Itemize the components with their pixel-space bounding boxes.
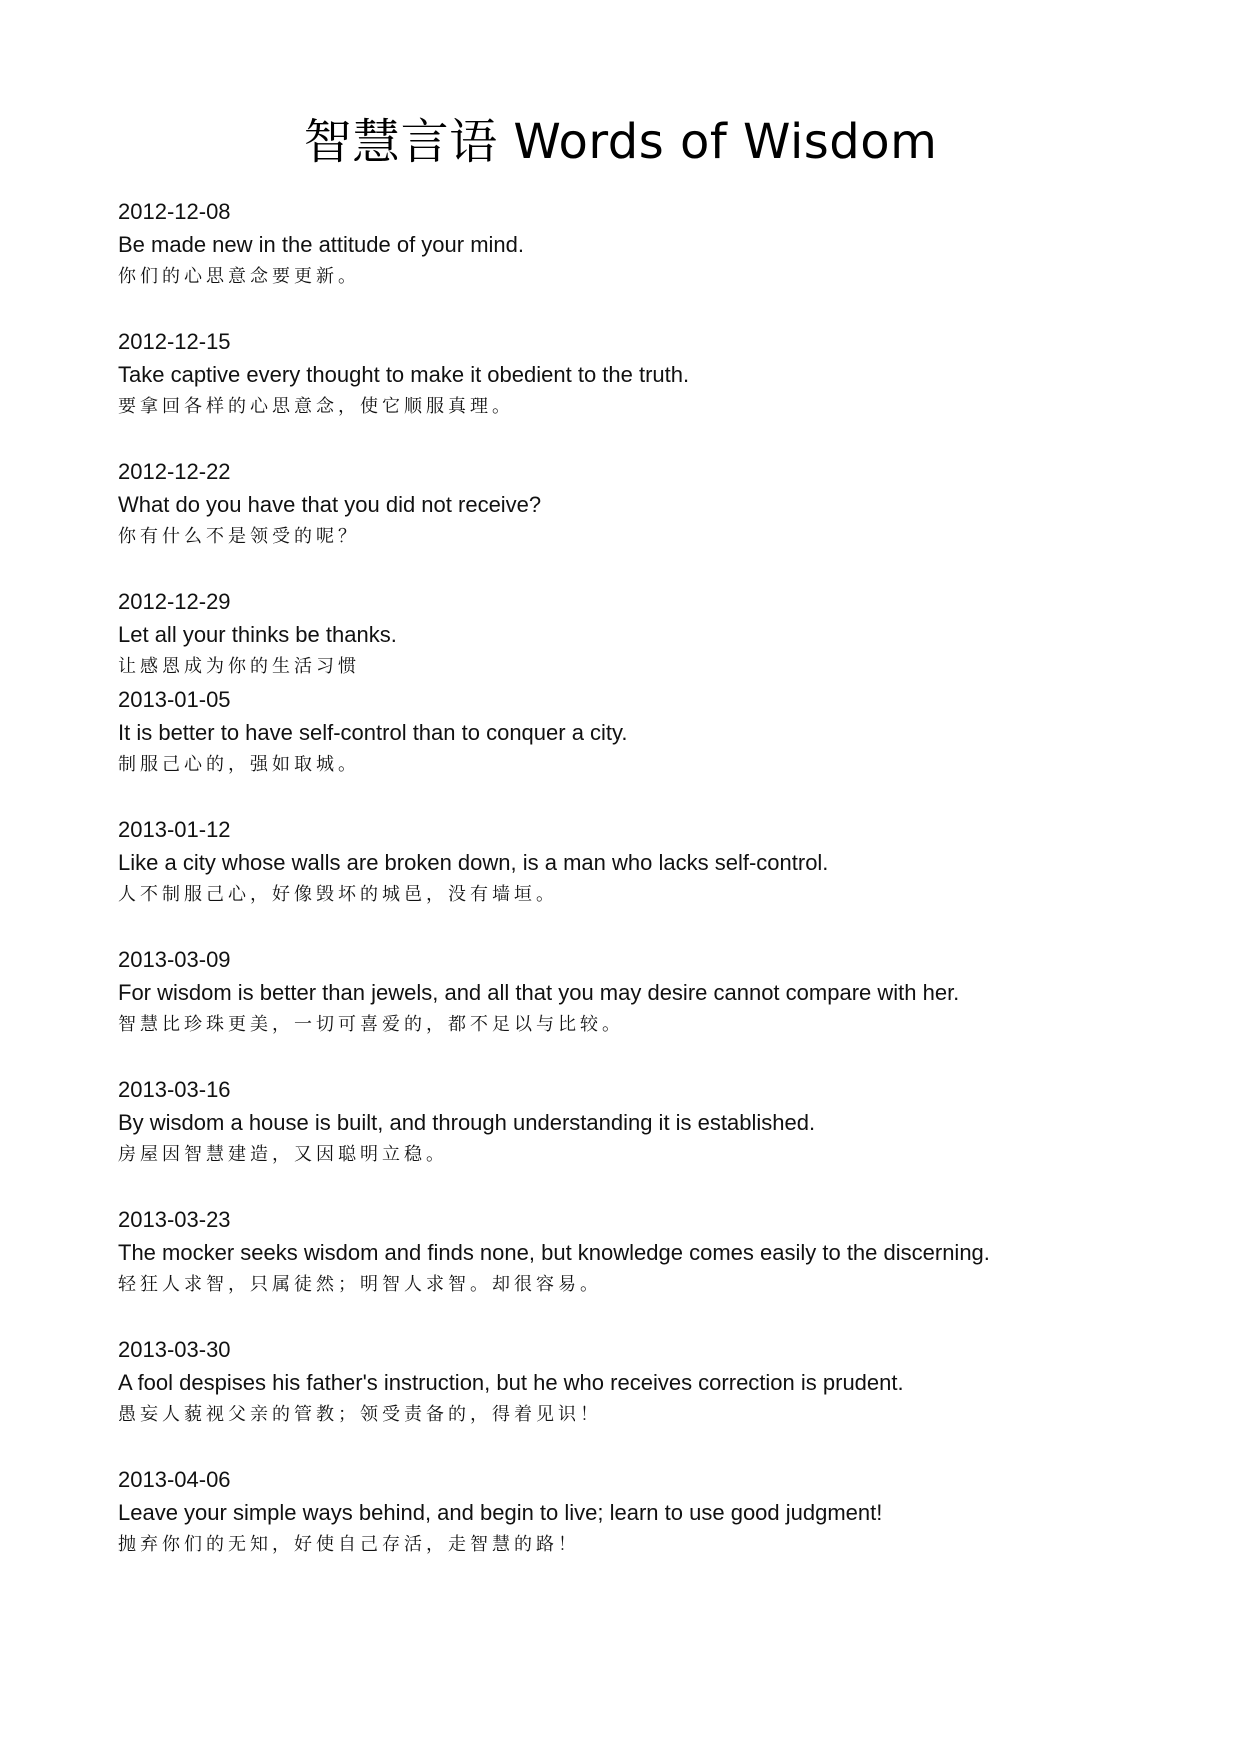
entry-date: 2012-12-22 xyxy=(118,459,231,484)
entry-english-text: The mocker seeks wisdom and finds none, but knowledge comes easily to the discerning. xyxy=(118,1240,990,1265)
entry-date: 2013-03-16 xyxy=(118,1077,231,1102)
entry xyxy=(118,813,1178,943)
entry-date: 2012-12-29 xyxy=(118,589,231,614)
entry-spacer xyxy=(118,293,1178,325)
entry-date: 2013-01-12 xyxy=(118,817,231,842)
entry-chinese-text: 要拿回各样的心思意念，使它顺服真理。 xyxy=(118,396,514,417)
entry-chinese-text: 人不制服己心，好像毁坏的城邑，没有墙垣。 xyxy=(118,884,558,905)
page-title: 智慧言语 Words of Wisdom xyxy=(303,114,938,170)
entry xyxy=(118,1333,1178,1463)
entries-list xyxy=(118,195,1178,1561)
entry-chinese-text: 你们的心思意念要更新。 xyxy=(118,266,360,287)
entry xyxy=(118,325,1178,455)
entry-english-text: Be made new in the attitude of your mind. xyxy=(118,232,525,257)
entry-date: 2012-12-15 xyxy=(118,329,231,354)
entry-english-text: For wisdom is better than jewels, and all that you may desire cannot compare with her. xyxy=(118,980,960,1005)
entry-chinese-text: 愚妄人藐视父亲的管教；领受责备的，得着见识！ xyxy=(118,1404,602,1425)
entry-date: 2013-03-23 xyxy=(118,1207,231,1232)
entry-chinese-text: 轻狂人求智，只属徒然；明智人求智。却很容易。 xyxy=(118,1274,602,1295)
entry-spacer xyxy=(118,1301,1178,1333)
entry-english-text: By wisdom a house is built, and through understanding it is established. xyxy=(118,1110,816,1135)
entry-date: 2013-01-05 xyxy=(118,687,231,712)
entry-chinese-text: 让感恩成为你的生活习惯 xyxy=(118,656,360,677)
entry xyxy=(118,585,1178,683)
entry xyxy=(118,1073,1178,1203)
entry-chinese-text: 你有什么不是领受的呢？ xyxy=(118,526,360,547)
entry-spacer xyxy=(118,781,1178,813)
entry-english-text: Take captive every thought to make it obedient to the truth. xyxy=(118,362,690,387)
entry-date: 2013-03-30 xyxy=(118,1337,231,1362)
entry xyxy=(118,1463,1178,1561)
entry-english-text: Let all your thinks be thanks. xyxy=(118,622,397,647)
entry-chinese-text: 制服己心的，强如取城。 xyxy=(118,754,360,775)
entry-spacer xyxy=(118,1041,1178,1073)
entry-spacer xyxy=(118,553,1178,585)
entry-spacer xyxy=(118,1431,1178,1463)
entry-chinese-text: 智慧比珍珠更美，一切可喜爱的，都不足以与比较。 xyxy=(118,1014,624,1035)
entry-chinese-text: 抛弃你们的无知，好使自己存活，走智慧的路！ xyxy=(118,1534,580,1555)
entry-date: 2012-12-08 xyxy=(118,199,231,224)
entry-date: 2013-03-09 xyxy=(118,947,231,972)
entry xyxy=(118,683,1178,813)
entry xyxy=(118,943,1178,1073)
entry-english-text: What do you have that you did not receive? xyxy=(118,492,542,517)
entry-date: 2013-04-06 xyxy=(118,1467,231,1492)
entry-spacer xyxy=(118,1171,1178,1203)
entry-english-text: Leave your simple ways behind, and begin to live; learn to use good judgment! xyxy=(118,1500,883,1525)
entry xyxy=(118,1203,1178,1333)
entry-english-text: Like a city whose walls are broken down, is a man who lacks self-control. xyxy=(118,850,829,875)
entry-english-text: A fool despises his father's instruction, but he who receives correction is prudent. xyxy=(118,1370,904,1395)
entry xyxy=(118,455,1178,585)
entry-spacer xyxy=(118,911,1178,943)
entry-english-text: It is better to have self-control than to conquer a city. xyxy=(118,720,628,745)
entry-chinese-text: 房屋因智慧建造，又因聪明立稳。 xyxy=(118,1144,448,1165)
entry-spacer xyxy=(118,423,1178,455)
entry xyxy=(118,195,1178,325)
